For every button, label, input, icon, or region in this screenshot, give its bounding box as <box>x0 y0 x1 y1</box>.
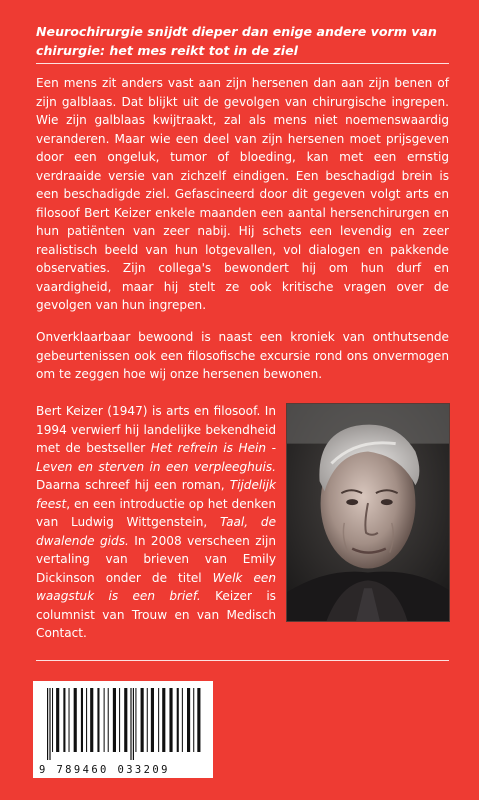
divider-bottom <box>36 660 449 661</box>
barcode-bar <box>147 688 148 752</box>
barcode-bar <box>141 688 144 752</box>
barcode-bar <box>193 688 194 752</box>
summary-paragraph: Onverklaarbaar bewoond is naast een kroniek van onthutsende gebeurtenissen ook een filosofische excursie rond ons onvermogen om te zeggen hoe wij onze hersenen bewonen. <box>36 330 449 381</box>
barcode-bar <box>177 688 179 752</box>
barcode-bar <box>133 688 134 760</box>
barcode-bar <box>119 688 120 752</box>
barcode-bar <box>86 688 87 752</box>
barcode-bar <box>90 688 93 752</box>
barcode-bar <box>135 688 136 752</box>
author-portrait-image <box>287 404 449 621</box>
bio-text-3: , en een introductie op het denken van Ludwig Wittgenstein, <box>36 496 276 529</box>
isbn-barcode <box>33 681 213 778</box>
barcode-bar <box>130 688 131 760</box>
barcode-bar <box>74 688 77 752</box>
isbn-number: 9 789460 033209 <box>39 764 170 776</box>
barcode-bar <box>52 688 53 752</box>
barcode-bar <box>56 688 59 752</box>
tagline: Neurochirurgie snijdt dieper dan enige andere vorm van chirurgie: het mes reikt tot in de ziel <box>36 24 437 58</box>
barcode-bar <box>49 688 50 760</box>
barcode-bar <box>47 688 48 760</box>
bio-text-1: Bert Keizer (1947) is arts en filosoof. In 1994 verwierf hij landelijke bekendheid met de bestseller <box>36 404 276 455</box>
barcode-bar <box>169 688 172 752</box>
bio-text-2: Daarna schreef hij een roman, <box>36 478 230 492</box>
barcode-bar <box>124 688 127 752</box>
barcode-bar <box>197 688 200 752</box>
divider-top <box>36 63 449 64</box>
barcode-bar <box>104 688 105 752</box>
barcode-bar <box>151 688 154 752</box>
bio-book-title-1: Het refrein is Hein - Leven en sterven in een verpleeghuis. <box>36 441 276 474</box>
barcode-bar <box>158 688 159 752</box>
barcode-bar <box>97 688 99 752</box>
barcode-bar <box>108 688 109 752</box>
barcode-bar <box>113 688 116 752</box>
author-bio <box>36 402 276 643</box>
bio-book-title-2: Tijdelijk feest <box>36 478 276 511</box>
barcode-bars <box>45 688 201 760</box>
barcode-bar <box>182 688 183 752</box>
synopsis-paragraph: Een mens zit anders vast aan zijn hersenen dan aan zijn benen of zijn galblaas. Dat blijkt uit de gevolgen van chirurgische ingrepen. Wie zijn galblaas kwijtraakt, zal als mens niet noemenswaardig veranderen. Maar wie een deel van zijn hersenen moet prijsgeven door een ongeluk, tumor of bloeding, kan met een ernstig verdraaide versie van zichzelf eindigen. Een beschadigd brein is een beschadigde ziel. Gefascineerd door dit gegeven volgt arts en filosoof Bert Keizer enkele maanden een aantal hersenchirurgen en hun patiënten van zeer nabij. Hij schets een levendig en zeer realistisch beeld van hun lotgevallen, vol dialogen en pakkende observaties. Zijn collega's bewondert hij om hun durf en vaardigheid, maar hij stelt ze ook kritische vragen over de gevolgen van hun ingrepen. <box>36 76 449 312</box>
barcode-bar <box>63 688 65 752</box>
barcode-bar <box>81 688 83 752</box>
bio-text-4: In 2008 verscheen zijn vertaling van brieven van Emily Dickinson onder de titel <box>36 533 276 585</box>
barcode-bar <box>162 688 165 752</box>
author-photo <box>286 403 450 622</box>
bio-book-title-3: Taal, de dwalende gids. <box>36 515 277 548</box>
barcode-bar <box>69 688 70 752</box>
bio-book-title-4: Welk een waagstuk is een brief. <box>36 570 276 603</box>
barcode-bar <box>187 688 190 752</box>
bio-text-5: Keizer is columnist van Trouw en van Medisch Contact. <box>36 589 276 640</box>
